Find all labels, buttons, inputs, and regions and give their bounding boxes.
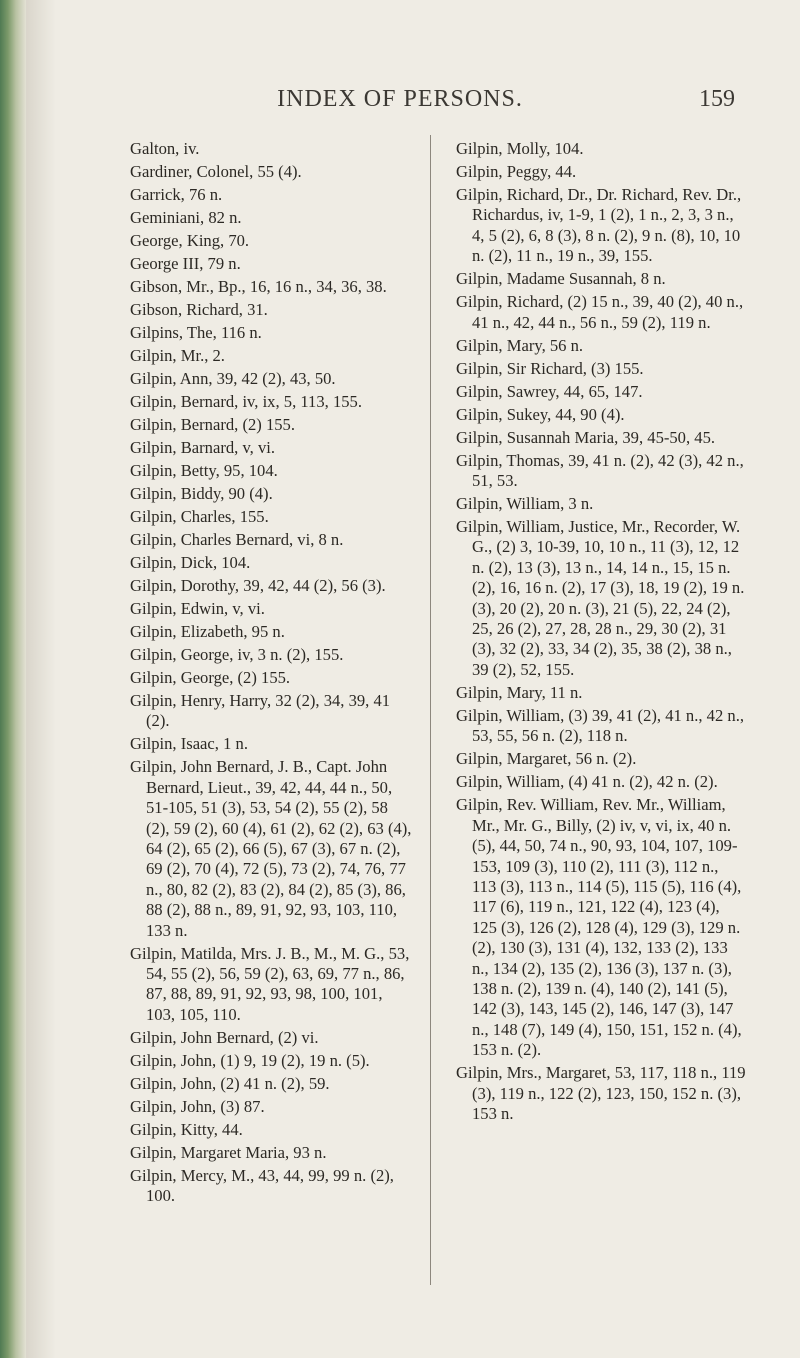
- index-entry: Geminiani, 82 n.: [130, 208, 242, 227]
- index-entry: Gilpin, Dick, 104.: [130, 553, 251, 572]
- index-entry: Gilpin, John, (2) 41 n. (2), 59.: [130, 1073, 330, 1093]
- index-entry: Gilpin, Margaret Maria, 93 n.: [130, 1142, 327, 1162]
- index-entry: Gilpin, Mary, 11 n.: [456, 682, 583, 702]
- gutter-shadow: [26, 0, 56, 1358]
- index-column-left: [130, 139, 412, 1209]
- index-entry: Gilpin, John Bernard, (2) vi.: [130, 1027, 319, 1047]
- index-entry: Gilpin, Peggy, 44.: [456, 162, 577, 181]
- page-number: 159: [699, 86, 735, 112]
- index-entry: Gilpin, John, (3) 87.: [130, 1096, 265, 1116]
- index-entry: Gilpin, Barnard, v, vi.: [130, 438, 276, 457]
- index-entry: Gilpin, Biddy, 90 (4).: [130, 484, 273, 503]
- index-entry: Gibson, Richard, 31.: [130, 300, 268, 319]
- book-spine-edge: [0, 0, 26, 1358]
- index-entry: Gilpin, William, (4) 41 n. (2), 42 n. (2).: [456, 772, 718, 792]
- index-entry: Gilpin, George, iv, 3 n. (2), 155.: [130, 645, 344, 664]
- index-entry: Gilpin, Molly, 104.: [456, 139, 584, 158]
- column-divider: [430, 135, 431, 1285]
- index-entry: Gilpin, William, (3) 39, 41 (2), 41 n., 42 n., 53, 55, 56 n. (2), 118 n.: [456, 705, 745, 746]
- index-entry: Gilpins, The, 116 n.: [130, 323, 262, 342]
- index-entry: Gilpin, Rev. William, Rev. Mr., William, Mr., Mr. G., Billy, (2) iv, v, vi, ix, 40 n. (5), 44, 50, 74 n., 90, 93, 104, 107, 109-153, 109 (3), 110 (2), 111 (3), 112 n., 113 (3), 113 n., 114 (5), 115 (5), 116 (4), 117 (6), 119 n., 121, 122 (4), 123 (4), 125 (3), 126 (2), 128 (4), 129 (3), 129 n. (2), 130 (3), 131 (4), 132, 133 (2), 133 n., 134 (2), 135 (2), 136 (3), 137 n. (3), 138 n. (2), 139 n. (4), 140 (2), 141 (5), 142 (3), 143, 145 (2), 146, 147 (3), 147 n., 148 (7), 149 (4), 150, 151, 152 n. (4), 153 n. (2).: [456, 795, 742, 1060]
- index-entry: Gilpin, Bernard, iv, ix, 5, 113, 155.: [130, 392, 362, 411]
- index-entry: Gilpin, Richard, (2) 15 n., 39, 40 (2), 40 n., 41 n., 42, 44 n., 56 n., 59 (2), 119 n.: [456, 292, 744, 332]
- index-entry: Gilpin, Betty, 95, 104.: [130, 461, 278, 480]
- index-entry: Gilpin, Edwin, v, vi.: [130, 599, 265, 618]
- index-entry: Gibson, Mr., Bp., 16, 16 n., 34, 36, 38.: [130, 277, 387, 296]
- index-entry: Gilpin, Richard, Dr., Dr. Richard, Rev. Dr., Richardus, iv, 1-9, 1 (2), 1 n., 2, 3, 3 n., 4, 5 (2), 6, 8 (3), 8 n. (2), 9 n. (8), 10, 10 n. (2), 11 n., 19 n., 39, 155.: [456, 185, 742, 266]
- index-entry: Gilpin, Thomas, 39, 41 n. (2), 42 (3), 42 n., 51, 53.: [456, 450, 744, 491]
- index-entry: Gilpin, John, (1) 9, 19 (2), 19 n. (5).: [130, 1050, 370, 1070]
- index-entry: Gilpin, Isaac, 1 n.: [130, 734, 248, 754]
- index-entry: Gilpin, Charles Bernard, vi, 8 n.: [130, 530, 344, 549]
- index-column-right: [456, 139, 746, 1127]
- index-entry: Gilpin, Elizabeth, 95 n.: [130, 622, 285, 641]
- index-entry: Gilpin, William, Justice, Mr., Recorder, W. G., (2) 3, 10-39, 10, 10 n., 11 (3), 12, 12 n. (2), 13 (3), 13 n., 14, 14 n., 15, 15 n. (2), 16, 16 n. (2), 17 (3), 18, 19 (2), 19 n. (3), 20 (2), 20 n. (3), 21 (5), 22, 24 (2), 25, 26 (2), 27, 28, 28 n., 29, 30 (2), 31 (3), 32 (2), 33, 34 (2), 35, 38 (2), 38 n., 39 (2), 52, 155.: [456, 517, 745, 679]
- index-entry: Gilpin, Matilda, Mrs. J. B., M., M. G., 53, 54, 55 (2), 56, 59 (2), 63, 69, 77 n., 86, 87, 88, 89, 91, 92, 93, 98, 100, 101, 103, 105, 110.: [130, 943, 410, 1024]
- index-entry: Gardiner, Colonel, 55 (4).: [130, 162, 302, 181]
- index-entry: Gilpin, William, 3 n.: [456, 494, 594, 514]
- index-entry: Gilpin, Sukey, 44, 90 (4).: [456, 404, 625, 424]
- index-entry: Gilpin, Ann, 39, 42 (2), 43, 50.: [130, 369, 336, 388]
- index-entry: Gilpin, Mrs., Margaret, 53, 117, 118 n., 119 (3), 119 n., 122 (2), 123, 150, 152 n. (3), 153 n.: [456, 1063, 746, 1123]
- index-entry: Gilpin, Bernard, (2) 155.: [130, 415, 295, 434]
- index-entry: Garrick, 76 n.: [130, 185, 223, 204]
- index-entry: Gilpin, Mr., 2.: [130, 346, 225, 365]
- index-entry: Gilpin, John Bernard, J. B., Capt. John Bernard, Lieut., 39, 42, 44, 44 n., 50, 51-105, 51 (3), 53, 54 (2), 55 (2), 58 (2), 59 (2), 60 (4), 61 (2), 62 (2), 63 (4), 64 (2), 65 (2), 66 (5), 67 (3), 67 n. (2), 69 (2), 70 (4), 72 (5), 73 (2), 74, 76, 77 n., 80, 82 (2), 83 (2), 84 (2), 85 (3), 86, 88 (2), 88 n., 89, 91, 92, 93, 103, 110, 133 n.: [130, 757, 412, 940]
- index-entry: Gilpin, Mercy, M., 43, 44, 99, 99 n. (2), 100.: [130, 1165, 394, 1206]
- index-entry: Gilpin, Sir Richard, (3) 155.: [456, 358, 644, 378]
- index-entry: Gilpin, Margaret, 56 n. (2).: [456, 749, 637, 769]
- running-header-title: INDEX OF PERSONS.: [277, 86, 523, 112]
- index-entry: Gilpin, Charles, 155.: [130, 507, 269, 526]
- index-entry: Gilpin, Sawrey, 44, 65, 147.: [456, 381, 643, 401]
- index-entry: Gilpin, Henry, Harry, 32 (2), 34, 39, 41 (2).: [130, 691, 391, 731]
- index-entry: Gilpin, George, (2) 155.: [130, 668, 291, 687]
- index-entry: Galton, iv.: [130, 139, 200, 158]
- index-entry: Gilpin, Mary, 56 n.: [456, 335, 584, 355]
- index-entry: Gilpin, Madame Susannah, 8 n.: [456, 269, 666, 289]
- index-entry: Gilpin, Kitty, 44.: [130, 1119, 243, 1139]
- index-entry: Gilpin, Susannah Maria, 39, 45-50, 45.: [456, 427, 716, 447]
- index-entry: Gilpin, Dorothy, 39, 42, 44 (2), 56 (3).: [130, 576, 386, 595]
- index-entry: George, King, 70.: [130, 231, 250, 250]
- index-entry: George III, 79 n.: [130, 254, 241, 273]
